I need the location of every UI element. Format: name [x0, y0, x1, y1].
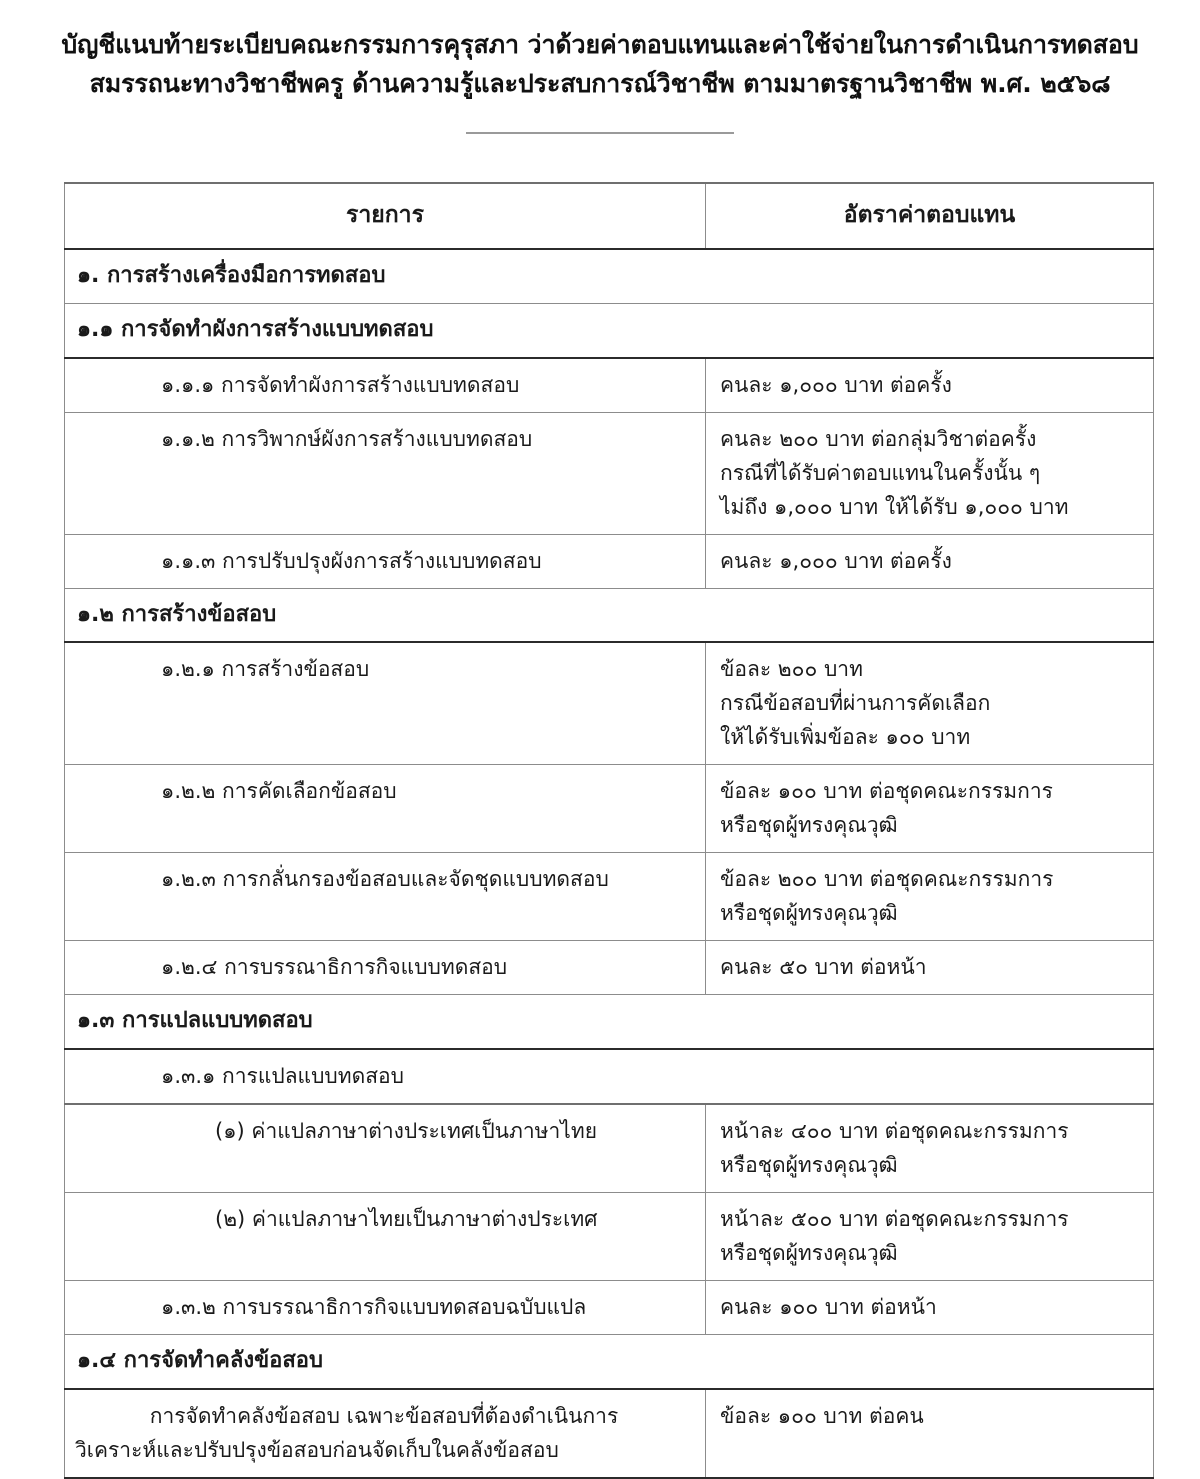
section-heading-cell: [65, 588, 1154, 642]
column-header-rate-label: อัตราค่าตอบแทน: [843, 202, 1016, 228]
section-heading-text: ๑. การสร้างเครื่องมือการทดสอบ: [77, 263, 386, 289]
section-heading-cell: [65, 995, 1154, 1049]
table-row: [65, 1281, 1154, 1335]
table-header: [65, 183, 1154, 249]
rate-text-line: คนละ ๑,๐๐๐ บาท ต่อครั้ง: [720, 548, 952, 573]
rate-text-line: หน้าละ ๕๐๐ บาท ต่อชุดคณะกรรมการ: [720, 1207, 1069, 1231]
rate-text-line: กรณีที่ได้รับค่าตอบแทนในครั้งนั้น ๆ: [720, 460, 1041, 485]
item-cell: [65, 358, 706, 413]
table-row: [65, 853, 1154, 941]
compensation-table: [64, 182, 1154, 1479]
item-cell: [65, 412, 706, 534]
rate-text-line: ข้อละ ๑๐๐ บาท ต่อชุดคณะกรรมการ: [720, 779, 1053, 804]
item-cell: [65, 1193, 706, 1281]
item-text-line: ๑.๒.๑ การสร้างข้อสอบ: [161, 657, 370, 682]
item-text-line: การจัดทำคลังข้อสอบ เฉพาะข้อสอบที่ต้องดำเนินการ: [149, 1403, 619, 1428]
item-text-line: ๑.๒.๔ การบรรณาธิการกิจแบบทดสอบ: [161, 955, 508, 980]
column-header-item: [65, 183, 706, 249]
compensation-table-container: [64, 182, 1153, 1479]
rate-text-line: หรือชุดผู้ทรงคุณวุฒิ: [720, 901, 898, 926]
rate-cell: [706, 642, 1154, 765]
rate-cell: [706, 1104, 1154, 1193]
item-text-line: ๑.๑.๒ การวิพากษ์ผังการสร้างแบบทดสอบ: [161, 426, 533, 451]
column-header-rate: [706, 183, 1154, 249]
rate-text-line: หรือชุดผู้ทรงคุณวุฒิ: [720, 813, 898, 838]
table-row: [65, 412, 1154, 534]
item-text-line: ๑.๓.๒ การบรรณาธิการกิจแบบทดสอบฉบับแปล: [161, 1295, 587, 1320]
item-cell: [65, 941, 706, 995]
rate-text-line: หรือชุดผู้ทรงคุณวุฒิ: [720, 1241, 898, 1266]
table-row: [65, 358, 1154, 413]
item-cell: [65, 534, 706, 588]
rate-text-line: ข้อละ ๒๐๐ บาท: [720, 657, 863, 682]
rate-text-line: หรือชุดผู้ทรงคุณวุฒิ: [720, 1152, 898, 1177]
section-heading-text: ๑.๔ การจัดทำคลังข้อสอบ: [77, 1348, 323, 1374]
rate-text-line: คนละ ๑๐๐ บาท ต่อหน้า: [720, 1295, 937, 1320]
section-heading-cell: [65, 1335, 1154, 1389]
item-cell: [65, 1389, 706, 1478]
rate-text-line: คนละ ๕๐ บาท ต่อหน้า: [720, 955, 927, 980]
section-heading-text: ๑.๑ การจัดทำผังการสร้างแบบทดสอบ: [77, 316, 434, 342]
table-row: [65, 1389, 1154, 1478]
item-text-line: ๑.๒.๒ การคัดเลือกข้อสอบ: [161, 779, 397, 804]
table-header-row: [65, 183, 1154, 249]
rate-text-line: ข้อละ ๒๐๐ บาท ต่อชุดคณะกรรมการ: [720, 867, 1054, 892]
rate-text-line: ไม่ถึง ๑,๐๐๐ บาท ให้ได้รับ ๑,๐๐๐ บาท: [720, 494, 1069, 519]
subitem-cell: [65, 1049, 1154, 1104]
item-text-line: (๑) ค่าแปลภาษาต่างประเทศเป็นภาษาไทย: [215, 1118, 597, 1143]
rate-cell: [706, 853, 1154, 941]
item-cell: [65, 765, 706, 853]
rate-cell: [706, 1281, 1154, 1335]
rate-cell: [706, 1389, 1154, 1478]
title-line-2: สมรรถนะทางวิชาชีพครู ด้านความรู้และประสบการณ์วิชาชีพ ตามมาตรฐานวิชาชีพ พ.ศ. ๒๕๖๘: [89, 68, 1111, 98]
rate-text-line: คนละ ๑,๐๐๐ บาท ต่อครั้ง: [720, 372, 952, 397]
item-cell: [65, 1281, 706, 1335]
item-text-line: ๑.๑.๑ การจัดทำผังการสร้างแบบทดสอบ: [161, 372, 520, 397]
table-row: [65, 941, 1154, 995]
item-text-line: ๑.๒.๓ การกลั่นกรองข้อสอบและจัดชุดแบบทดสอบ: [161, 867, 609, 892]
rate-cell: [706, 534, 1154, 588]
section-heading-text: ๑.๓ การแปลแบบทดสอบ: [77, 1008, 313, 1034]
section-heading-cell: [65, 249, 1154, 303]
table-row: [65, 642, 1154, 765]
table-section-row: [65, 303, 1154, 357]
table-section-row: [65, 1335, 1154, 1389]
table-subitem-row: [65, 1049, 1154, 1104]
title-divider-line: [466, 132, 734, 134]
rate-text-line: ข้อละ ๑๐๐ บาท ต่อคน: [720, 1403, 924, 1428]
table-row: [65, 1193, 1154, 1281]
rate-text-line: กรณีข้อสอบที่ผ่านการคัดเลือก: [720, 691, 991, 716]
section-heading-text: ๑.๒ การสร้างข้อสอบ: [77, 601, 277, 627]
item-cell: [65, 642, 706, 765]
rate-text-line: คนละ ๒๐๐ บาท ต่อกลุ่มวิชาต่อครั้ง: [720, 426, 1037, 451]
item-cell: [65, 853, 706, 941]
item-text-line: วิเคราะห์และปรับปรุงข้อสอบก่อนจัดเก็บในคลังข้อสอบ: [75, 1437, 559, 1462]
title-line-1: บัญชีแนบท้ายระเบียบคณะกรรมการคุรุสภา ว่าด้วยค่าตอบแทนและค่าใช้จ่ายในการดำเนินการทดสอบ: [61, 30, 1139, 59]
item-cell: [65, 1104, 706, 1193]
title-divider: [0, 132, 1200, 134]
item-text-line: ๑.๑.๓ การปรับปรุงผังการสร้างแบบทดสอบ: [161, 548, 542, 573]
item-text-line: (๒) ค่าแปลภาษาไทยเป็นภาษาต่างประเทศ: [215, 1207, 598, 1231]
table-row: [65, 765, 1154, 853]
subitem-text: ๑.๓.๑ การแปลแบบทดสอบ: [161, 1063, 404, 1088]
rate-cell: [706, 412, 1154, 534]
table-section-row: [65, 995, 1154, 1049]
table-section-row: [65, 588, 1154, 642]
rate-cell: [706, 765, 1154, 853]
table-row: [65, 534, 1154, 588]
rate-text-line: ให้ได้รับเพิ่มข้อละ ๑๐๐ บาท: [720, 725, 971, 750]
rate-cell: [706, 941, 1154, 995]
table-row: [65, 1104, 1154, 1193]
rate-cell: [706, 1193, 1154, 1281]
table-section-row: [65, 249, 1154, 303]
rate-cell: [706, 358, 1154, 413]
section-heading-cell: [65, 303, 1154, 357]
table-body: [65, 249, 1154, 1477]
rate-text-line: หน้าละ ๔๐๐ บาท ต่อชุดคณะกรรมการ: [720, 1118, 1069, 1143]
document-title: [0, 0, 1200, 104]
column-header-item-label: รายการ: [346, 202, 424, 228]
